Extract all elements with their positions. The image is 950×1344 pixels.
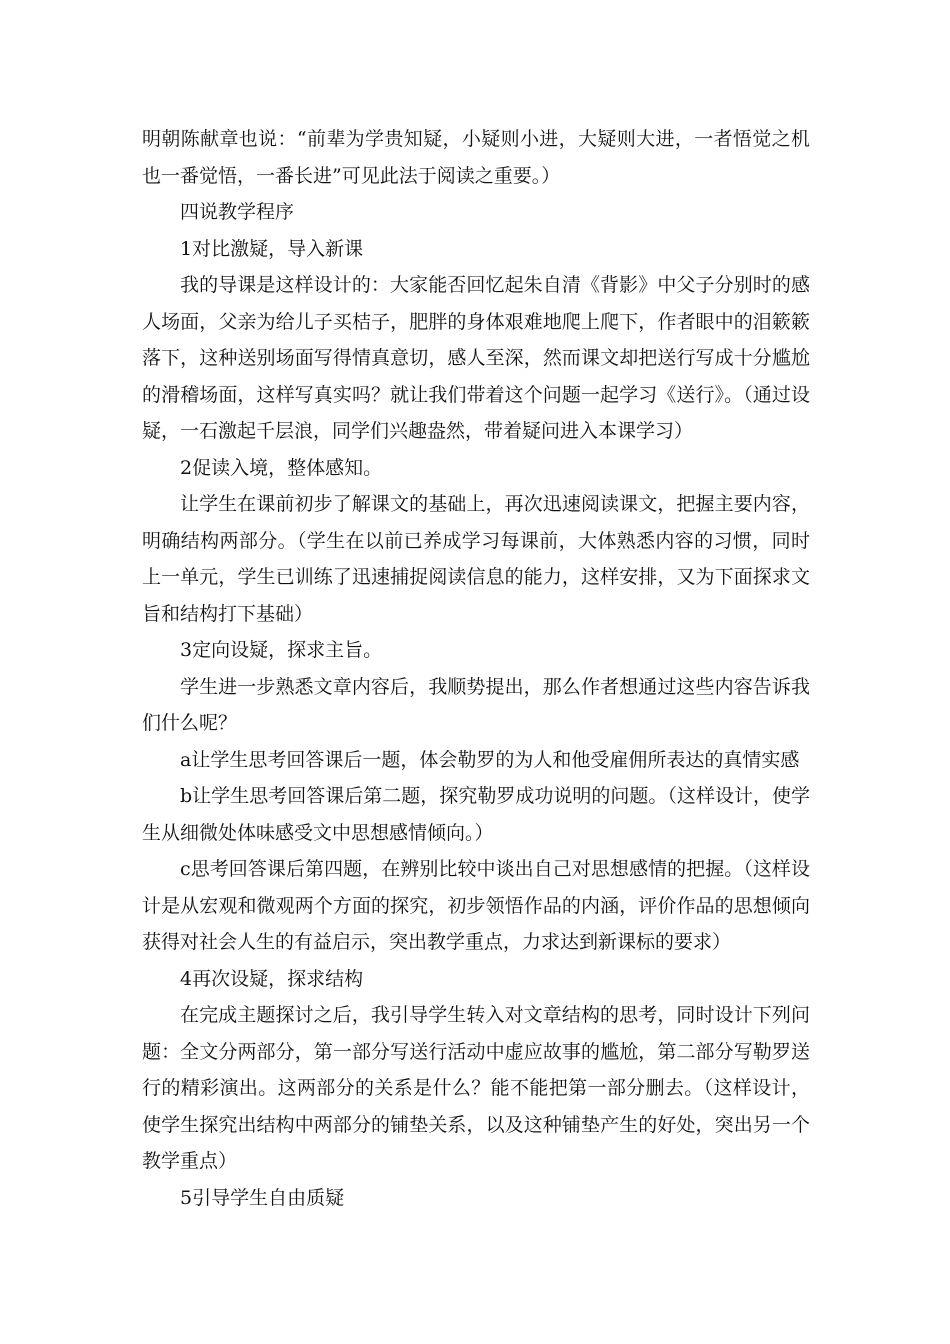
paragraph: 明朝陈献章也说：“前辈为学贵知疑，小疑则小进，大疑则大进，一者悟觉之机也一番觉悟，一番长进”可见此法于阅读之重要。） xyxy=(142,128,810,187)
step-heading: 1对比激疑，导入新课 xyxy=(180,237,364,260)
step-heading: 2促读入境，整体感知。 xyxy=(180,456,383,479)
section-heading: 四说教学程序 xyxy=(180,201,295,223)
document-body xyxy=(142,121,810,1216)
paragraph: 我的导课是这样设计的：大家能否回忆起朱自清《背影》中父子分别时的感人场面，父亲为给儿子买桔子，肥胖的身体艰难地爬上爬下，作者眼中的泪簌簌落下，这种送别场面写得情真意切，感人至深，然而课文却把送行写成十分尴尬的滑稽场面，这样写真实吗？就让我们带着这个问题一起学习《送行》。（通过设疑，一石激起千层浪，同学们兴趣盎然，带着疑问进入本课学习） xyxy=(142,274,810,442)
list-item: b让学生思考回答课后第二题，探究勒罗成功说明的问题。（这样设计，使学生从细微处体味感受文中思想感情倾向。） xyxy=(142,785,810,844)
paragraph: 学生进一步熟悉文章内容后，我顺势提出，那么作者想通过这些内容告诉我们什么呢？ xyxy=(142,675,810,734)
list-item: c思考回答课后第四题，在辨别比较中谈出自己对思想感情的把握。（这样设计是从宏观和微观两个方面的探究，初步领悟作品的内涵，评价作品的思想倾向获得对社会人生的有益启示，突出教学重点，力求达到新课标的要求） xyxy=(142,858,810,953)
paragraph: 在完成主题探讨之后，我引导学生转入对文章结构的思考，同时设计下列问题：全文分两部分，第一部分写送行活动中虚应故事的尴尬，第二部分写勒罗送行的精彩演出。这两部分的关系是什么？能不能把第一部分删去。（这样设计，使学生探究出结构中两部分的铺垫关系，以及这种铺垫产生的好处，突出另一个教学重点） xyxy=(142,1004,810,1172)
step-heading: 4再次设疑，探求结构 xyxy=(180,967,364,990)
paragraph: 让学生在课前初步了解课文的基础上，再次迅速阅读课文，把握主要内容，明确结构两部分。（学生在以前已养成学习每课前，大体熟悉内容的习惯，同时上一单元，学生已训练了迅速捕捉阅读信息的能力，这样安排，又为下面探求文旨和结构打下基础） xyxy=(142,493,810,625)
list-item: a让学生思考回答课后一题，体会勒罗的为人和他受雇佣所表达的真情实感 xyxy=(180,748,800,771)
step-heading: 5引导学生自由质疑 xyxy=(180,1186,345,1209)
step-heading: 3定向设疑，探求主旨。 xyxy=(180,639,383,661)
